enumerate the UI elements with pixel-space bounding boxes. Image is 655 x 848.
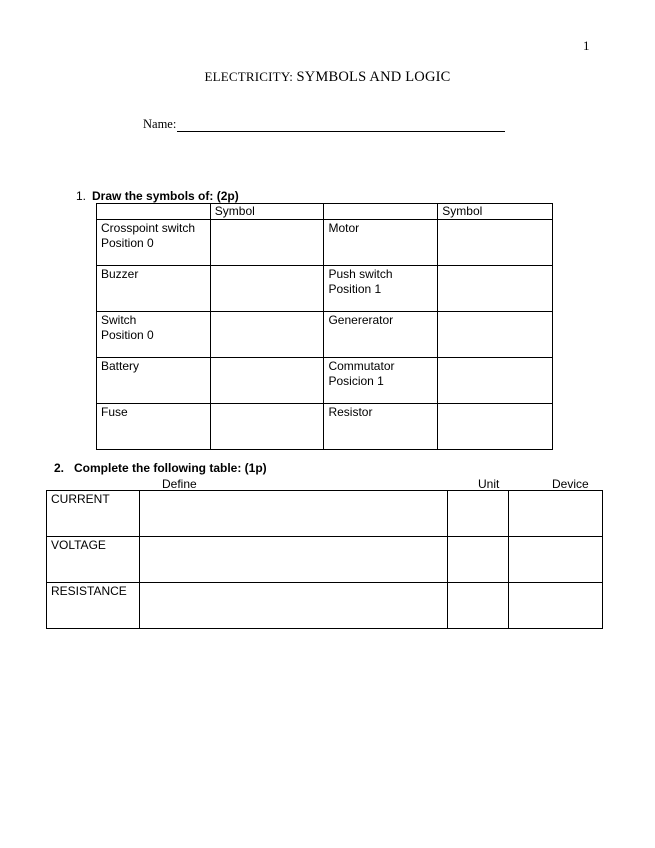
device-answer-cell[interactable]	[509, 583, 603, 629]
column-header-unit: Unit	[478, 477, 500, 491]
component-cell	[324, 404, 438, 450]
table-row	[97, 312, 553, 358]
symbol-answer-cell[interactable]	[438, 266, 553, 312]
table-row	[97, 220, 553, 266]
table-row	[97, 358, 553, 404]
component-name: Battery	[101, 359, 140, 373]
name-field	[143, 117, 505, 132]
header-cell	[324, 204, 438, 220]
title-prefix: ELECTRICITY:	[204, 69, 294, 84]
quantity-cell: CURRENT	[47, 491, 140, 537]
component-cell	[324, 358, 438, 404]
component-cell	[324, 266, 438, 312]
component-cell	[97, 220, 211, 266]
component-name: Switch	[101, 313, 137, 327]
device-answer-cell[interactable]	[509, 491, 603, 537]
define-answer-cell[interactable]	[139, 537, 447, 583]
component-position: Position 1	[328, 282, 382, 296]
unit-answer-cell[interactable]	[448, 537, 509, 583]
component-cell	[97, 312, 211, 358]
definitions-table	[46, 490, 603, 629]
component-name: Resistor	[328, 405, 373, 419]
symbol-answer-cell[interactable]	[438, 404, 553, 450]
table-row	[97, 404, 553, 450]
component-name: Motor	[328, 221, 360, 235]
header-cell	[97, 204, 211, 220]
define-answer-cell[interactable]	[139, 583, 447, 629]
symbols-table	[96, 203, 553, 450]
name-blank-line[interactable]	[177, 119, 505, 132]
define-answer-cell[interactable]	[139, 491, 447, 537]
quantity-cell: RESISTANCE	[47, 583, 140, 629]
component-cell	[97, 404, 211, 450]
component-cell	[97, 266, 211, 312]
symbol-answer-cell[interactable]	[438, 220, 553, 266]
page-number: 1	[583, 38, 590, 53]
table-row	[47, 537, 603, 583]
name-label: Name:	[143, 117, 177, 131]
question-2-heading	[54, 461, 267, 475]
question-2-number: 2.	[54, 461, 65, 475]
symbol-answer-cell[interactable]	[210, 266, 324, 312]
component-name: Fuse	[101, 405, 128, 419]
symbol-answer-cell[interactable]	[438, 312, 553, 358]
quantity-cell: VOLTAGE	[47, 537, 140, 583]
unit-answer-cell[interactable]	[448, 583, 509, 629]
symbol-answer-cell[interactable]	[438, 358, 553, 404]
component-name: Genererator	[328, 313, 394, 327]
component-position: Position 0	[101, 328, 154, 342]
question-1-heading	[76, 189, 239, 203]
table-row	[47, 491, 603, 537]
component-cell	[324, 220, 438, 266]
component-name: Buzzer	[101, 267, 139, 281]
column-header-device: Device	[552, 477, 589, 491]
component-position: Position 0	[101, 236, 154, 250]
table-row	[97, 266, 553, 312]
component-cell	[324, 312, 438, 358]
question-1-number: 1.	[76, 189, 87, 203]
symbol-answer-cell[interactable]	[210, 220, 324, 266]
symbols-table-header	[97, 204, 553, 220]
component-name: Commutator	[328, 359, 395, 373]
title-main: SYMBOLS AND LOGIC	[296, 69, 451, 85]
symbol-answer-cell[interactable]	[210, 358, 324, 404]
question-2-text: Complete the following table: (1p)	[74, 461, 267, 475]
component-name: Push switch	[328, 267, 393, 281]
document-title	[0, 69, 655, 86]
symbol-answer-cell[interactable]	[210, 404, 324, 450]
component-position: Posicion 1	[328, 374, 384, 388]
component-name: Crosspoint switch	[101, 221, 196, 235]
component-cell	[97, 358, 211, 404]
device-answer-cell[interactable]	[509, 537, 603, 583]
header-cell-symbol: Symbol	[210, 204, 324, 220]
header-cell-symbol: Symbol	[438, 204, 553, 220]
table-row	[47, 583, 603, 629]
column-header-define: Define	[162, 477, 197, 491]
question-1-text: Draw the symbols of: (2p)	[92, 189, 239, 203]
symbol-answer-cell[interactable]	[210, 312, 324, 358]
unit-answer-cell[interactable]	[448, 491, 509, 537]
